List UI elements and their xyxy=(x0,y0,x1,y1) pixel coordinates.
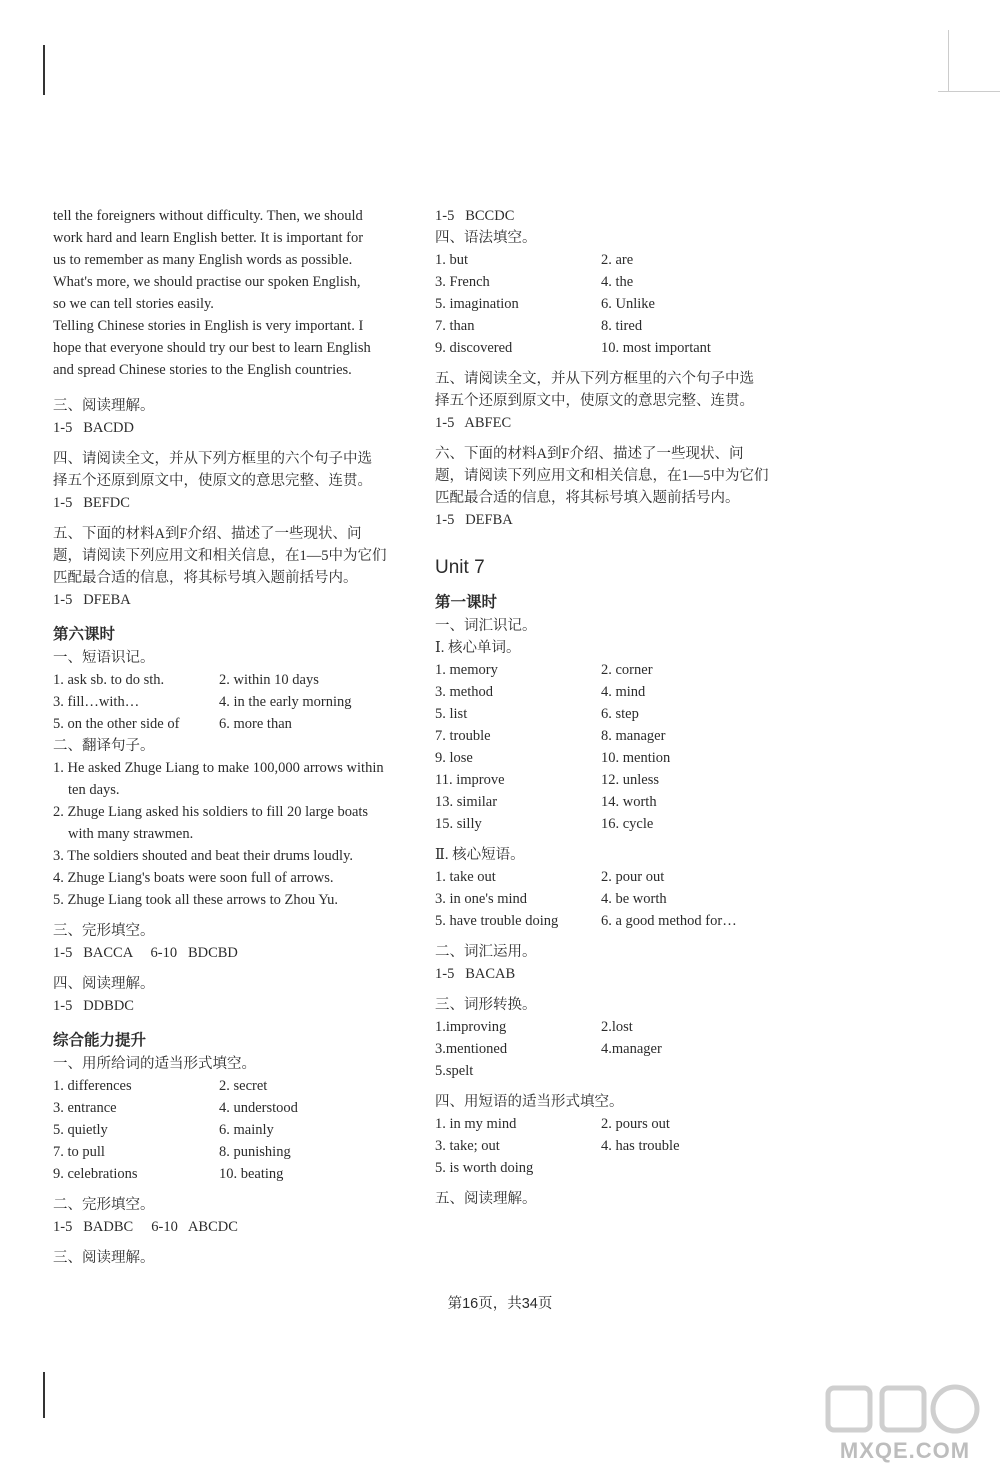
section-4-answers: 1-5 BEFDC xyxy=(53,495,130,511)
lesson-1-part-2-title: 二、词汇运用。 xyxy=(435,944,537,960)
left-column xyxy=(53,205,406,1269)
word-form-row xyxy=(435,1038,790,1060)
word-form-item: 3. entrance xyxy=(53,1100,117,1116)
core-word-item: 2. corner xyxy=(601,662,653,678)
lesson-6-part-3-answers: 1-5 BACCA 6-10 BDCBD xyxy=(53,945,238,961)
core-word-item: 10. mention xyxy=(601,750,671,766)
core-phrases-list xyxy=(435,866,790,932)
core-word-item: 8. manager xyxy=(601,728,666,744)
word-form-item: 2.lost xyxy=(601,1019,633,1035)
watermark-text: MXQE.COM xyxy=(839,1438,971,1463)
lesson-1-part-5-title: 五、阅读理解。 xyxy=(435,1191,537,1207)
grammar-answer-row xyxy=(435,271,790,293)
comprehensive-part-2-answers: 1-5 BADBC 6-10 ABCDC xyxy=(53,1219,238,1235)
lesson-6-heading: 第六课时 xyxy=(53,626,116,643)
phrase-row xyxy=(53,669,406,691)
lesson-1-heading: 第一课时 xyxy=(435,594,498,611)
core-word-item: 5. list xyxy=(435,706,468,722)
phrase-fill-list xyxy=(435,1113,790,1179)
essay-line: us to remember as many English words as possible. xyxy=(53,252,353,268)
core-phrase-row xyxy=(435,888,790,910)
word-form-row xyxy=(53,1075,406,1097)
core-word-item: 12. unless xyxy=(601,772,659,788)
core-phrase-item: 6. a good method for… xyxy=(601,913,737,929)
essay-line: tell the foreigners without difficulty. Then, we should xyxy=(53,208,363,224)
core-word-item: 7. trouble xyxy=(435,728,491,744)
word-form-item: 10. beating xyxy=(219,1166,284,1182)
core-word-item: 4. mind xyxy=(601,684,646,700)
page-footer: 第16页，共34页 xyxy=(447,1296,553,1312)
core-phrase-item: 2. pour out xyxy=(601,869,665,885)
lesson-6-part-4-answers: 1-5 DDBDC xyxy=(53,998,134,1014)
right-section-5-title: 五、请阅读全文，并从下列方框里的六个句子中选 择五个还原到原文中，使原文的意思完整、连贯。 xyxy=(435,371,754,409)
right-section-6-answers: 1-5 DEFBA xyxy=(435,512,513,528)
grammar-answer-item: 5. imagination xyxy=(435,296,519,312)
phrase-item: 6. more than xyxy=(219,716,292,732)
section-3-title: 三、阅读理解。 xyxy=(53,398,155,414)
word-form-list xyxy=(435,1016,790,1082)
core-words-title: Ⅰ. 核心单词。 xyxy=(435,640,521,656)
grammar-answer-row xyxy=(435,249,790,271)
lesson-6-part-2-title: 二、翻译句子。 xyxy=(53,738,155,754)
translation-line: with many strawmen. xyxy=(68,826,194,842)
word-form-row xyxy=(435,1016,790,1038)
grammar-answer-item: 1. but xyxy=(435,252,469,268)
word-form-item: 7. to pull xyxy=(53,1144,105,1160)
core-phrase-item: 5. have trouble doing xyxy=(435,913,559,929)
translation-line: 3. The soldiers shouted and beat their drums loudly. xyxy=(53,848,354,864)
section-4-title: 四、请阅读全文，并从下列方框里的六个句子中选 择五个还原到原文中，使原文的意思完整、连贯。 xyxy=(53,451,372,489)
phrase-item: 2. within 10 days xyxy=(219,672,319,688)
translation-line: 5. Zhuge Liang took all these arrows to Zhou Yu. xyxy=(53,892,338,908)
grammar-answer-row xyxy=(435,337,790,359)
word-form-item: 3.mentioned xyxy=(435,1041,508,1057)
essay-line: so we can tell stories easily. xyxy=(53,296,214,312)
word-form-item: 8. punishing xyxy=(219,1144,291,1160)
right-column xyxy=(435,205,790,1210)
core-word-item: 3. method xyxy=(435,684,493,700)
comprehensive-part-1-list xyxy=(53,1075,406,1185)
core-words-list xyxy=(435,659,790,835)
core-word-row xyxy=(435,791,790,813)
core-word-row xyxy=(435,659,790,681)
right-section-6-title: 六、下面的材料A到F介绍、描述了一些现状、问 题，请阅读下列应用文和相关信息，在1—5中为它们 匹配最合适的信息，将其标号填入题前括号内。 xyxy=(435,446,769,506)
crop-mark-top-right-h xyxy=(938,91,1000,92)
phrase-item: 1. ask sb. to do sth. xyxy=(53,672,165,688)
core-phrase-item: 4. be worth xyxy=(601,891,667,907)
core-word-item: 1. memory xyxy=(435,662,498,678)
phrase-answer-item: 1. in my mind xyxy=(435,1116,517,1132)
core-word-item: 6. step xyxy=(601,706,639,722)
essay-line: work hard and learn English better. It is important for xyxy=(53,230,364,246)
word-form-item: 1. differences xyxy=(53,1078,132,1094)
core-word-row xyxy=(435,681,790,703)
translation-line: 1. He asked Zhuge Liang to make 100,000 arrows within xyxy=(53,760,384,776)
grammar-answer-row xyxy=(435,315,790,337)
grammar-answer-item: 10. most important xyxy=(601,340,711,356)
comprehensive-part-2-title: 二、完形填空。 xyxy=(53,1197,155,1213)
unit-title: Unit 7 xyxy=(435,557,485,578)
word-form-item: 5.spelt xyxy=(435,1063,474,1079)
lesson-6-part-3-title: 三、完形填空。 xyxy=(53,923,155,939)
comprehensive-part-3-title: 三、阅读理解。 xyxy=(53,1250,155,1266)
grammar-fill-list xyxy=(435,249,790,359)
phrase-answer-row xyxy=(435,1157,790,1179)
word-form-row xyxy=(53,1097,406,1119)
phrase-row xyxy=(53,713,406,735)
grammar-answer-item: 7. than xyxy=(435,318,475,334)
essay-line: hope that everyone should try our best to learn English xyxy=(53,340,371,356)
translation-line: 2. Zhuge Liang asked his soldiers to fill 20 large boats xyxy=(53,804,369,820)
phrase-item: 3. fill…with… xyxy=(53,694,140,710)
phrase-item: 4. in the early morning xyxy=(219,694,352,710)
crop-mark-bottom-left xyxy=(43,1372,45,1418)
phrase-answer-item: 3. take; out xyxy=(435,1138,500,1154)
right-section-5-answers: 1-5 ABFEC xyxy=(435,415,512,431)
phrase-answer-item: 2. pours out xyxy=(601,1116,670,1132)
lesson-6-part-1-title: 一、短语识记。 xyxy=(53,650,155,666)
core-word-row xyxy=(435,725,790,747)
lesson-1-part-3-title: 三、词形转换。 xyxy=(435,997,537,1013)
lesson-1-part-2-answers: 1-5 BACAB xyxy=(435,966,516,982)
word-form-item: 9. celebrations xyxy=(53,1166,138,1182)
phrase-answer-row xyxy=(435,1135,790,1157)
lesson-6-part-1-list xyxy=(53,669,406,735)
crop-mark-top-left xyxy=(43,45,45,95)
core-phrase-item: 1. take out xyxy=(435,869,496,885)
essay-line: What's more, we should practise our spoken English, xyxy=(53,274,361,290)
lesson-6-part-4-title: 四、阅读理解。 xyxy=(53,976,155,992)
phrase-row xyxy=(53,691,406,713)
phrase-answer-row xyxy=(435,1113,790,1135)
section-5-answers: 1-5 DFEBA xyxy=(53,592,131,608)
comprehensive-part-1-title: 一、用所给词的适当形式填空。 xyxy=(53,1056,256,1072)
word-form-row xyxy=(435,1060,790,1082)
essay-paragraph-1 xyxy=(53,205,406,315)
essay-line: and spread Chinese stories to the English countries. xyxy=(53,362,352,378)
word-form-row xyxy=(53,1119,406,1141)
core-word-row xyxy=(435,769,790,791)
core-word-item: 14. worth xyxy=(601,794,657,810)
core-word-item: 11. improve xyxy=(435,772,505,788)
word-form-item: 2. secret xyxy=(219,1078,268,1094)
word-form-item: 1.improving xyxy=(435,1019,507,1035)
core-word-item: 9. lose xyxy=(435,750,473,766)
core-word-item: 16. cycle xyxy=(601,816,654,832)
translation-line: ten days. xyxy=(68,782,120,798)
core-phrase-row xyxy=(435,910,790,932)
word-form-row xyxy=(53,1141,406,1163)
word-form-item: 5. quietly xyxy=(53,1122,108,1138)
phrase-item: 5. on the other side of xyxy=(53,716,180,732)
essay-line: Telling Chinese stories in English is very important. I xyxy=(53,318,364,334)
section-5-title: 五、下面的材料A到F介绍、描述了一些现状、问 题，请阅读下列应用文和相关信息，在1—5中为它们 匹配最合适的信息，将其标号填入题前括号内。 xyxy=(53,526,387,586)
word-form-item: 6. mainly xyxy=(219,1122,274,1138)
right-top-answers: 1-5 BCCDC xyxy=(435,208,515,224)
grammar-answer-item: 3. French xyxy=(435,274,490,290)
word-form-row xyxy=(53,1163,406,1185)
core-word-row xyxy=(435,747,790,769)
lesson-6-part-2-list xyxy=(53,757,406,911)
core-phrase-row xyxy=(435,866,790,888)
grammar-fill-title: 四、语法填空。 xyxy=(435,230,537,246)
core-word-item: 13. similar xyxy=(435,794,498,810)
essay-paragraph-2 xyxy=(53,315,406,381)
translation-line: 4. Zhuge Liang's boats were soon full of arrows. xyxy=(53,870,334,886)
core-word-item: 15. silly xyxy=(435,816,482,832)
lesson-1-part-1-title: 一、词汇识记。 xyxy=(435,618,537,634)
section-3-answers: 1-5 BACDD xyxy=(53,420,134,436)
lesson-1-part-4-title: 四、用短语的适当形式填空。 xyxy=(435,1094,624,1110)
grammar-answer-item: 9. discovered xyxy=(435,340,513,356)
grammar-answer-item: 6. Unlike xyxy=(601,296,655,312)
grammar-answer-item: 4. the xyxy=(601,274,634,290)
phrase-answer-item: 5. is worth doing xyxy=(435,1160,534,1176)
phrase-answer-item: 4. has trouble xyxy=(601,1138,680,1154)
grammar-answer-row xyxy=(435,293,790,315)
grammar-answer-item: 2. are xyxy=(601,252,634,268)
comprehensive-heading: 综合能力提升 xyxy=(53,1032,147,1049)
core-word-row xyxy=(435,813,790,835)
core-phrase-item: 3. in one's mind xyxy=(435,891,528,907)
word-form-item: 4.manager xyxy=(601,1041,662,1057)
core-phrases-title: Ⅱ. 核心短语。 xyxy=(435,847,525,863)
crop-mark-top-right xyxy=(948,30,949,92)
word-form-item: 4. understood xyxy=(219,1100,298,1116)
grammar-answer-item: 8. tired xyxy=(601,318,643,334)
core-word-row xyxy=(435,703,790,725)
